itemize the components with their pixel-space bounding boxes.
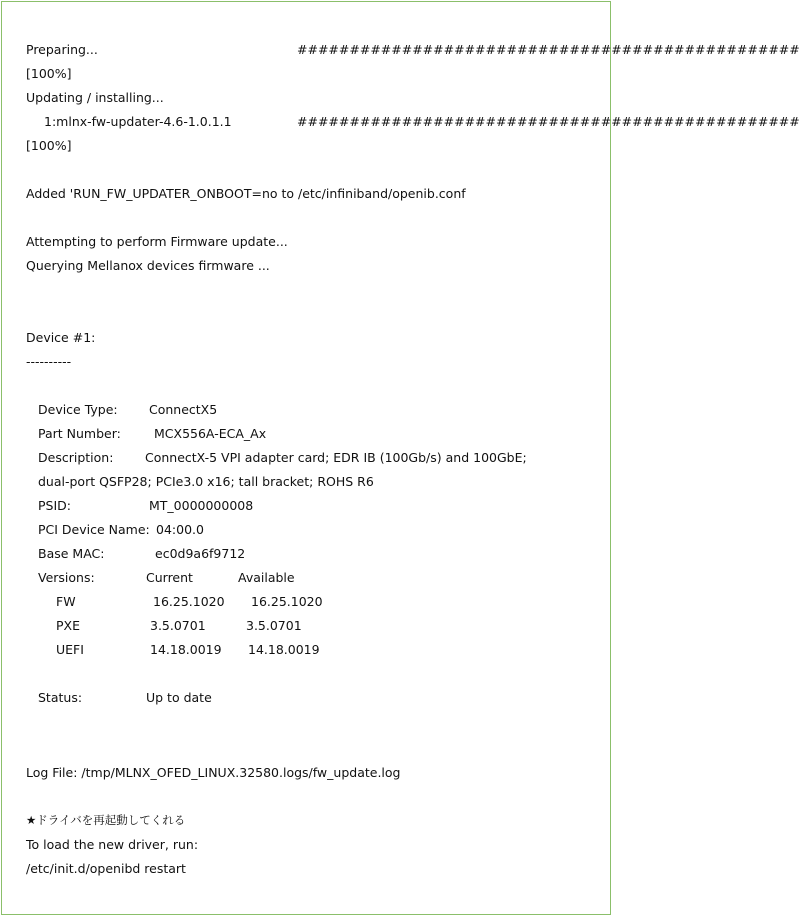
updating-percent: [100%] — [26, 138, 72, 153]
version-row-current: 3.5.0701 — [150, 618, 206, 633]
part-number-value: MCX556A-ECA_Ax — [154, 426, 267, 441]
version-row-available: 3.5.0701 — [246, 618, 302, 633]
base-mac-label: Base MAC: — [38, 546, 105, 561]
load-driver-line: To load the new driver, run: — [26, 837, 199, 852]
preparing-progress-bar: ################################################ — [297, 42, 800, 57]
document-frame — [1, 1, 800, 915]
preparing-percent: [100%] — [26, 66, 72, 81]
version-row-name: UEFI — [56, 642, 84, 657]
log-file-line: Log File: /tmp/MLNX_OFED_LINUX.32580.logs/fw_update.log — [26, 765, 401, 780]
pci-device-name-value: 04:00.0 — [156, 522, 204, 537]
status-label: Status: — [38, 690, 83, 705]
part-number-label: Part Number: — [38, 426, 121, 441]
added-config-line: Added 'RUN_FW_UPDATER_ONBOOT=no to /etc/infiniband/openib.conf — [26, 186, 466, 201]
version-row-available: 14.18.0019 — [248, 642, 320, 657]
description-label: Description: — [38, 450, 114, 465]
device-type-label: Device Type: — [38, 402, 118, 417]
restart-command: /etc/init.d/openibd restart — [26, 861, 186, 876]
version-row-current: 16.25.1020 — [153, 594, 225, 609]
device-type-value: ConnectX5 — [149, 402, 218, 417]
versions-label: Versions: — [38, 570, 95, 585]
querying-line: Querying Mellanox devices firmware ... — [26, 258, 270, 273]
versions-available-header: Available — [238, 570, 295, 585]
device-header: Device #1: — [26, 330, 96, 345]
preparing-label: Preparing... — [26, 42, 98, 57]
psid-label: PSID: — [38, 498, 71, 513]
japanese-note: ★ドライバを再起動してくれる — [26, 813, 186, 827]
psid-value: MT_0000000008 — [149, 498, 254, 513]
versions-current-header: Current — [146, 570, 193, 585]
updating-progress-bar: ################################################ — [297, 114, 800, 129]
updating-label: Updating / installing... — [26, 90, 164, 105]
status-value: Up to date — [146, 690, 212, 705]
pci-device-name-label: PCI Device Name: — [38, 522, 150, 537]
package-name: 1:mlnx-fw-updater-4.6-1.0.1.1 — [44, 114, 232, 129]
version-row-name: PXE — [56, 618, 80, 633]
description-continuation: dual-port QSFP28; PCIe3.0 x16; tall bracket; ROHS R6 — [38, 474, 374, 489]
version-row-current: 14.18.0019 — [150, 642, 222, 657]
base-mac-value: ec0d9a6f9712 — [155, 546, 246, 561]
version-row-available: 16.25.1020 — [251, 594, 323, 609]
attempting-line: Attempting to perform Firmware update... — [26, 234, 288, 249]
version-row-name: FW — [56, 594, 76, 609]
description-value: ConnectX-5 VPI adapter card; EDR IB (100Gb/s) and 100GbE; — [145, 450, 527, 465]
device-rule: ---------- — [26, 354, 72, 369]
